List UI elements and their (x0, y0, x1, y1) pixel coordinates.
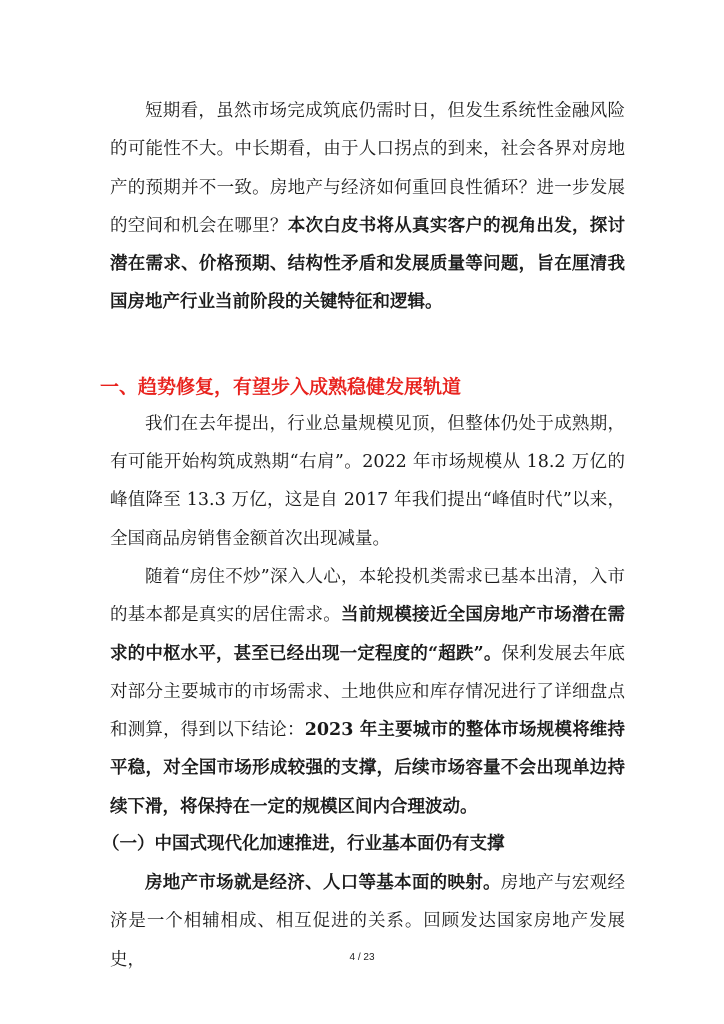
intro-paragraph (110, 92, 625, 322)
subsection-heading: （一）中国式现代化加速推进，行业基本面仍有支撑 (102, 834, 505, 855)
paragraph-text: 随着“房住不炒”深入人心，本轮投机类需求已基本出清，入市的基本都是真实的居住需求。 (110, 566, 625, 626)
section-paragraph-2 (110, 558, 625, 826)
paragraph-bold-text: 当前规模接近全国房地产市场潜在需求的中枢水平，甚至已经出现一定程度的“超跌”。 (110, 605, 626, 664)
intro-text: 短期看，虽然市场完成筑底仍需时日，但发生系统性金融风险的可能性不大。中长期看，由于人口拐点的到来，社会各界对房地产的预期并不一致。房地产与经济如何重回良性循环？进一步发展的空间和机会在哪里？ (110, 101, 625, 236)
page-content (100, 92, 626, 979)
paragraph-text: 保利发展去年底对部分主要城市的市场需求、土地供应和库存情况进行了详细盘点和测算，得到以下结论： (110, 643, 625, 741)
paragraph-text: 房地产与宏观经济是一个相辅相成、相互促进的关系。回顾发达国家房地产发展史， (110, 873, 626, 970)
paragraph-bold-text: 房地产市场就是经济、人口等基本面的映射。 (145, 873, 501, 894)
section-paragraph-1: 我们在去年提出，行业总量规模见顶，但整体仍处于成熟期，有可能开始构筑成熟期“右肩”。2022 年市场规模从 18.2 万亿的峰值降至 13.3 万亿，这是自 2017 年我们提出“峰值时代”以来，全国商品房销售金额首次出现减量。 (110, 413, 625, 549)
section-heading: 一、趋势修复，有望步入成熟稳健发展轨道 (100, 375, 462, 398)
page-number: 4 / 23 (349, 952, 375, 963)
intro-bold-text: 本次白皮书将从真实客户的视角出发，探讨潜在需求、价格预期、结构性矛盾和发展质量等问题，旨在厘清我国房地产行业当前阶段的关键特征和逻辑。 (110, 215, 626, 313)
paragraph-bold-text: 2023 年主要城市的整体市场规模将维持平稳，对全国市场形成较强的支撑，后续市场容量不会出现单边持续下滑，将保持在一定的规模区间内合理波动。 (110, 720, 625, 817)
